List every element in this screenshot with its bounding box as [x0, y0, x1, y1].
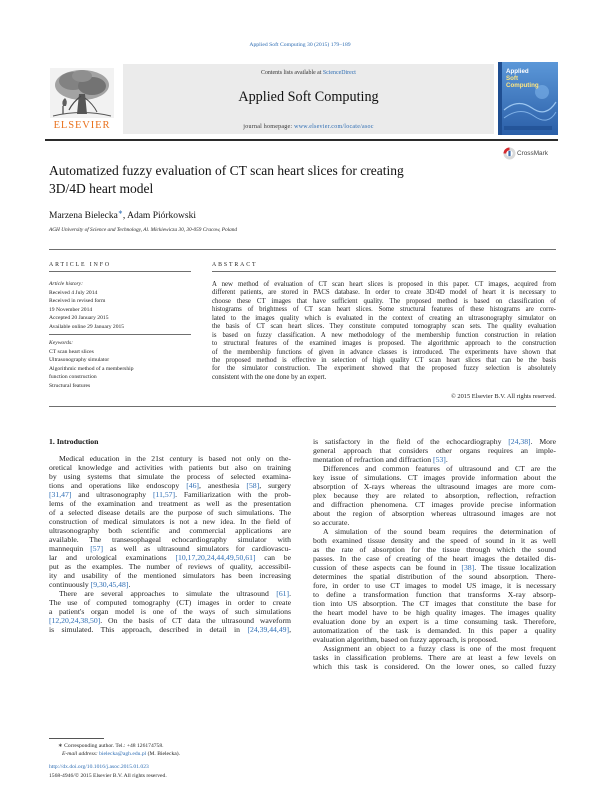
body-text-line: mentation of refraction and diffraction [53].	[313, 454, 448, 464]
body-text-line: which this task is considered. On the lower ones, so called fuzzy	[313, 661, 556, 671]
history-entry: Received in revised form	[49, 298, 106, 304]
citation-link[interactable]: [12,20,24,38,50]	[49, 615, 101, 625]
history-entry: Available online 29 January 2015	[49, 323, 125, 330]
elsevier-tree-logo	[45, 66, 119, 120]
abstract-line: A new method of evaluation of CT scan heart slices is proposed in this paper. CT images, acquired from	[212, 281, 556, 288]
body-text-line: ultrasonography both scientific and commercial applications are	[49, 525, 291, 535]
body-text-line: cussion of these aspects can be found in [38]. The tissue localization	[313, 562, 556, 572]
author-affiliation: AGH University of Science and Technology, Al. Mickiewicza 30, 30-059 Cracow, Poland	[49, 227, 238, 233]
contents-prefix: Contents lists available at	[261, 70, 322, 76]
sciencedirect-link[interactable]: ScienceDirect	[322, 70, 356, 76]
citation-link[interactable]: [57]	[90, 543, 104, 553]
citation-link[interactable]: [10,17,20,24,44,49,50,61]	[175, 552, 256, 562]
keyword: Ultrasonography simulator	[49, 357, 110, 363]
section-rule	[49, 249, 556, 250]
abstract-text	[212, 281, 556, 382]
author-list	[49, 207, 196, 222]
abstract-line: is based on fuzzy classification. A new methodology of the membership function construction in relation	[212, 331, 556, 339]
body-text-line: by using systems that simulate the process of selected examina-	[49, 471, 291, 481]
body-text-line: tasks in classification problems. There are at least a few levels on	[313, 652, 556, 662]
crossmark-badge[interactable]	[503, 147, 551, 161]
section-heading-introduction: 1. Introduction	[49, 436, 99, 446]
abstract-line: different patients, are stored in PACS database. In order to create 3D/4D model of heart it is necessary to	[212, 289, 556, 297]
body-text-line: passes. In the case of creating of the heart images the detailed dis-	[313, 553, 556, 563]
body-text-line: put as the examples. The number of reviews of quality, accessibil-	[49, 561, 291, 571]
body-text-line: plex because they are related to absorption, reflection, refraction	[313, 490, 556, 500]
keywords-list	[49, 339, 191, 390]
history-label: Article history:	[49, 281, 84, 287]
body-text-line: of a selected disease details are the purpose of such simulations. The	[49, 507, 291, 517]
abstract-line: the proposed method is effective in selection of high quality CT scan heart slices that can be the basis	[212, 356, 556, 364]
body-text-line: absorption of X-rays whereas the ultrasound images are more com-	[313, 481, 556, 491]
email-owner: (M. Bielecka).	[147, 751, 181, 758]
body-text-line: key issue of simulations. CT images provide information about the	[313, 472, 556, 482]
body-text-line: Medical education in the 21st century is based not only on the-	[59, 453, 291, 463]
abstract-line: the basis of CT scan heart slices. They constitute computed tomography scan sets. The quality evaluation	[212, 323, 556, 331]
body-text-line: lems of the examination and treatment as well as the presentation	[49, 498, 291, 508]
issn-copyright-line: 1568-4946/© 2015 Elsevier B.V. All rights reserved.	[49, 772, 167, 779]
body-text-line: continuously [9,30,45,48].	[49, 579, 131, 589]
body-text-line: Differences and common features of ultrasound and CT are the	[323, 463, 556, 473]
history-entry: Accepted 20 January 2015	[49, 315, 109, 321]
crossmark-icon	[503, 147, 516, 160]
author-name: Marzena Bielecka	[49, 211, 118, 221]
body-text-line: evaluation algorithm, based on fuzzy approach, is proposed.	[313, 634, 498, 644]
abstract-line: to structural features of the examined images is proposed. The algorithmic approach to the construction	[212, 340, 556, 348]
keyword: Algorithmic method of a membership	[49, 365, 134, 372]
body-text-line: [31,47] and ultrasonography [11,57]. Familiarization with the prob-	[49, 489, 291, 499]
body-text-line: fore, in order to use CT images to model US image, it is necessary	[313, 580, 556, 590]
abstract-copyright: © 2015 Elsevier B.V. All rights reserved.	[450, 393, 556, 400]
abstract-line: lated to the images quality which is evaluated in the context of creating an ultrasonography simulator on	[212, 314, 556, 322]
cover-title-line: Computing	[506, 82, 539, 89]
body-text-line: about the region of absorption whereas ultrasound images are not	[313, 508, 556, 518]
body-text-line: the heart model have to be high quality images. The images quality	[313, 607, 556, 617]
body-text-line: both examined tissue density and the speed of sound in it as well	[313, 535, 556, 545]
journal-cover[interactable]	[498, 62, 558, 135]
keyword: CT scan heart slices	[49, 348, 94, 355]
crossmark-label: CrossMark	[517, 150, 548, 157]
keyword: function construction	[49, 374, 97, 380]
body-text-line: general approach that considers other organs requires an imple-	[313, 445, 556, 455]
footnote-email	[49, 750, 291, 758]
body-text-line: available. The transesophageal echocardiography simulator with	[49, 534, 291, 544]
body-text-line: so accurate.	[313, 517, 350, 527]
body-text-line: automatization of the task is demanded. In this paper a quality	[313, 625, 556, 635]
citation-link[interactable]: [9,30,45,48]	[90, 579, 129, 589]
homepage-label: journal homepage:	[243, 124, 293, 130]
abstract-line: for the simulator construction. The experiment showed that the proposed fuzzy selection is absolutely	[212, 365, 556, 373]
body-text-line: construction of medical simulators is not a new idea. In the field of	[49, 516, 291, 526]
article-title	[49, 162, 489, 198]
body-text-line: is satisfactory in the field of the echocardiography [24,38]. More	[313, 436, 556, 446]
body-text-line: A simulation of the sound beam requires the determination of	[323, 526, 556, 536]
body-text-line: lar and urological examinations [10,17,20,24,44,49,50,61] can be	[49, 552, 291, 562]
article-info-rule	[49, 271, 191, 272]
author-separator: ,	[122, 211, 126, 221]
article-title-line: Automatized fuzzy evaluation of CT scan heart slices for creating	[49, 163, 404, 178]
citation-link[interactable]: [46]	[186, 480, 199, 490]
citation-link[interactable]: [38]	[461, 562, 475, 572]
page-footer	[49, 763, 349, 781]
citation-link[interactable]: [11,57]	[152, 489, 176, 499]
corresponding-author-note: Corresponding author. Tel.: +48 126174758.	[64, 743, 164, 749]
abstract-line: choose these CT images that have sufficient quality. The proposed method is based on classification of	[212, 297, 556, 305]
abstract-line: histograms of brightness of CT scan heart slices. Some structural features of these histograms are corre-	[212, 306, 556, 314]
doi-link[interactable]: http://dx.doi.org/10.1016/j.asoc.2015.01.023	[49, 764, 149, 770]
body-text-line: tions and operations like endoscopy [46], anesthesia [58], surgery	[49, 480, 291, 490]
article-history	[49, 280, 191, 331]
citation-link[interactable]: [61]	[276, 588, 290, 598]
article-info-heading: ARTICLE INFO	[49, 262, 111, 268]
body-text-line: [12,20,24,38,50]. On the basis of CT data the ultrasound waveform	[49, 615, 291, 625]
body-text-line: as the rate of absorption for the tissue through which the sound	[313, 544, 556, 554]
author-name: Adam Piórkowski	[127, 211, 196, 221]
running-header-citation[interactable]: Applied Soft Computing 30 (2015) 179–189	[249, 42, 351, 48]
keywords-label: Keywords:	[49, 340, 74, 346]
citation-link[interactable]: [31,47]	[49, 489, 72, 499]
abstract-line: of the membership functions of given in advance classes is introduced. The experiments have shown that	[212, 348, 556, 356]
body-text-line: oretical knowledge and activities with patients but also on training	[49, 462, 291, 472]
abstract-heading: ABSTRACT	[212, 262, 258, 268]
citation-link[interactable]: [24,39,44,49]	[247, 624, 290, 634]
history-entry: 19 November 2014	[49, 306, 93, 313]
masthead-rule	[45, 139, 558, 141]
elsevier-logo	[45, 66, 119, 134]
body-text-line: and diffraction phenomena. CT images provide precise information	[313, 499, 556, 509]
cover-title-line: Applied	[506, 68, 529, 75]
journal-homepage-line	[123, 123, 494, 131]
cover-title	[506, 68, 556, 89]
footnote-rule	[49, 738, 104, 739]
cover-title-line: Soft	[506, 75, 519, 82]
article-title-line: 3D/4D heart model	[49, 181, 154, 196]
citation-link[interactable]: [53]	[433, 454, 446, 464]
keyword: Structural features	[49, 382, 91, 389]
body-text-line: determines the spatial distribution of the sound absorption. There-	[313, 571, 556, 581]
contents-availability-line	[123, 69, 494, 77]
journal-homepage-link[interactable]: www.elsevier.com/locate/asoc	[294, 124, 374, 130]
section-rule	[49, 406, 556, 407]
body-text-line: is simulated. This approach, described in detail in [24,39,44,49],	[49, 624, 291, 634]
footnotes	[49, 742, 291, 758]
journal-title: Applied Soft Computing	[238, 89, 379, 105]
introduction-right-column	[313, 437, 556, 671]
citation-link[interactable]: [24,38]	[508, 436, 531, 446]
history-entry: Received 4 July 2014	[49, 289, 98, 296]
body-text-line: to define a transformation function that transforms X-ray absorp-	[313, 589, 556, 599]
body-text-line: There are several approaches to simulate the ultrasound [61].	[59, 588, 291, 598]
keywords-rule	[49, 334, 191, 335]
corresponding-author-mark[interactable]: ∗	[117, 210, 123, 216]
journal-masthead	[123, 64, 494, 134]
elsevier-wordmark: ELSEVIER	[53, 120, 111, 131]
email-label: E-mail address:	[62, 751, 98, 758]
body-text-line: a patient's organ model is one of the ways of such simulations	[49, 606, 291, 616]
footnote-mark: ∗	[58, 743, 63, 749]
body-text-line: tion into US absorption. The CT images that constitute the base for	[313, 598, 556, 608]
abstract-rule	[212, 271, 556, 272]
footnote-corresponding-author	[49, 742, 291, 750]
citation-link[interactable]: [58]	[246, 480, 260, 490]
body-text-line: mannequin [57] as well as ultrasound simulators for cardiovascu-	[49, 543, 291, 553]
author-email-link[interactable]: bielecka@agh.edu.pl	[99, 751, 147, 758]
body-text-line: The use of computed tomography (CT) images in order to create	[49, 597, 291, 607]
body-text-line: ity and usability of the mentioned simulators has been increasing	[49, 570, 291, 580]
body-text-line: Assignment an object to a fuzzy class is one of the most frequent	[323, 643, 556, 653]
introduction-left-column	[49, 454, 291, 634]
abstract-line: consistent with the one done by an expert.	[212, 373, 327, 381]
body-text-line: evaluation done by an expert is a time consuming task. Therefore,	[313, 616, 556, 626]
